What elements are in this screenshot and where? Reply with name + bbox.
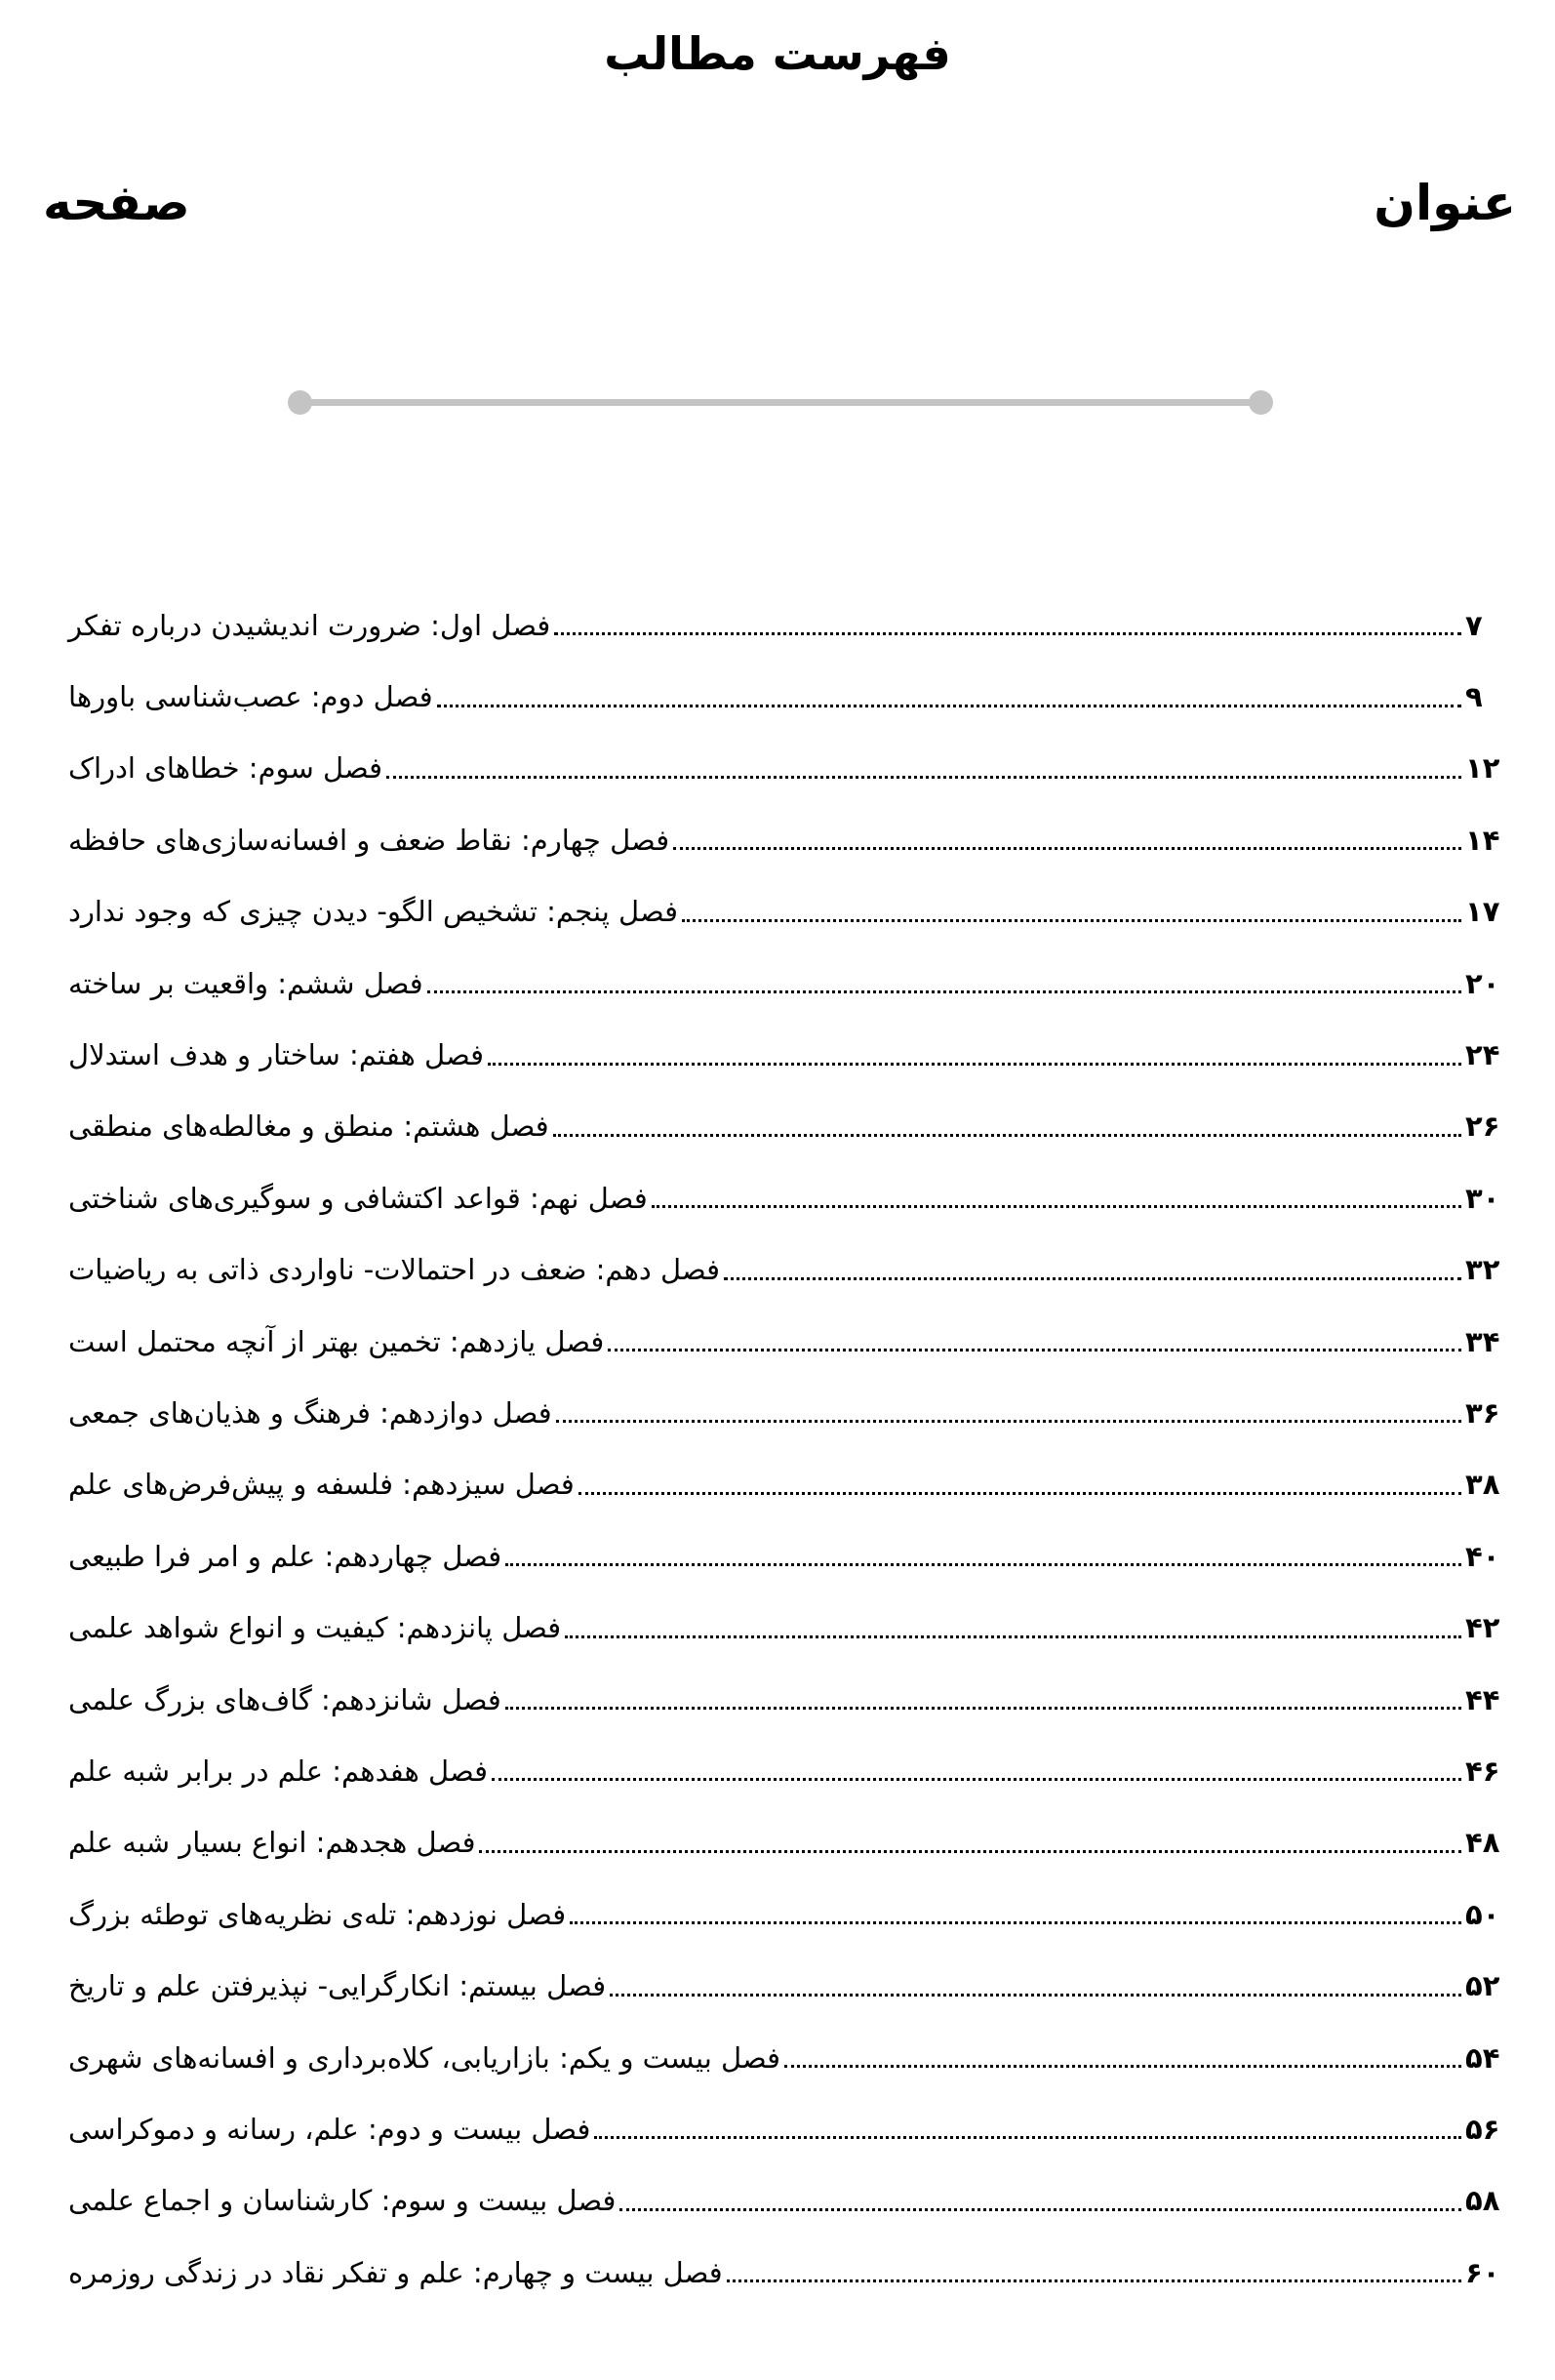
toc-entry-title: فصل یازدهم: تخمین بهتر از آنچه محتمل است <box>68 1324 605 1358</box>
toc-dot-leader <box>652 1205 1461 1208</box>
toc-dot-leader <box>427 990 1461 993</box>
toc-entry-title: فصل چهارم: نقاط ضعف و افسانه‌سازی‌های حافظه <box>68 823 670 857</box>
toc-dot-leader <box>724 1277 1461 1280</box>
toc-entry[interactable] <box>68 2237 1514 2308</box>
toc-dot-leader <box>386 776 1461 779</box>
toc-entry-title: فصل بیست و سوم: کارشناسان و اجماع علمی <box>68 2184 617 2218</box>
toc-entry[interactable] <box>68 733 1514 804</box>
toc-entry-page-number: ۱۴ <box>1465 823 1500 857</box>
toc-entry[interactable] <box>68 1592 1514 1663</box>
toc-dot-leader <box>488 1063 1461 1066</box>
toc-entry-title: فصل هفتم: ساختار و هدف استدلال <box>68 1038 485 1072</box>
toc-entry[interactable] <box>68 1019 1514 1090</box>
toc-dot-leader <box>608 1349 1461 1351</box>
toc-entry-title: فصل بیست و دوم: علم، رسانه و دموکراسی <box>68 2112 591 2146</box>
toc-entry-title: فصل پنجم: تشخیص الگو- دیدن چیزی که وجود ندارد <box>68 895 678 929</box>
toc-entry-page-number: ۳۶ <box>1465 1395 1500 1430</box>
toc-entry[interactable] <box>68 1664 1514 1735</box>
toc-entry-title: فصل دهم: ضعف در احتمالات- ناواردی ذاتی به ریاضیات <box>68 1253 721 1287</box>
toc-entry-page-number: ۴۲ <box>1465 1611 1500 1645</box>
toc-entry-page-number: ۴۶ <box>1465 1754 1500 1788</box>
toc-entry-title: فصل هجدهم: انواع بسیار شبه علم <box>68 1826 476 1860</box>
toc-entry-page-number: ۲۶ <box>1465 1109 1500 1144</box>
decorative-divider <box>288 390 1273 414</box>
toc-entry-page-number: ۲۰ <box>1465 966 1500 1000</box>
divider-left-knob <box>288 390 312 415</box>
toc-dot-leader <box>784 2065 1461 2068</box>
toc-dot-leader <box>492 1778 1461 1781</box>
toc-entry[interactable] <box>68 1091 1514 1162</box>
toc-entry[interactable] <box>68 1735 1514 1806</box>
toc-entry-page-number: ۴۴ <box>1465 1682 1500 1716</box>
toc-dot-leader <box>553 1134 1461 1137</box>
toc-entry-page-number: ۲۴ <box>1465 1038 1500 1072</box>
page-title: فهرست مطالب <box>604 27 951 80</box>
toc-entry-title: فصل پانزدهم: کیفیت و انواع شواهد علمی <box>68 1611 562 1645</box>
toc-entry[interactable] <box>68 948 1514 1019</box>
toc-dot-leader <box>565 1635 1461 1638</box>
toc-dot-leader <box>673 847 1461 850</box>
toc-entry-page-number: ۳۲ <box>1465 1253 1500 1287</box>
divider-bar <box>299 399 1261 406</box>
toc-entry-page-number: ۷ <box>1465 608 1483 642</box>
toc-entry-title: فصل نوزدهم: تله‌ی نظریه‌های توطئه بزرگ <box>68 1897 567 1931</box>
toc-entry-title: فصل سیزدهم: فلسفه و پیش‌فرض‌های علم <box>68 1468 575 1502</box>
toc-entry[interactable] <box>68 2093 1514 2164</box>
toc-dot-leader <box>594 2136 1461 2139</box>
toc-entry-title: فصل دوم: عصب‌شناسی باورها <box>68 680 433 714</box>
toc-entry[interactable] <box>68 876 1514 948</box>
toc-entry-title: فصل شانزدهم: گاف‌های بزرگ علمی <box>68 1682 501 1716</box>
toc-dot-leader <box>554 632 1461 635</box>
toc-entry[interactable] <box>68 1377 1514 1448</box>
toc-entry-page-number: ۵۶ <box>1465 2112 1500 2146</box>
toc-entry[interactable] <box>68 1878 1514 1950</box>
toc-entry-title: فصل سوم: خطاهای ادراک <box>68 751 383 786</box>
toc-entry-page-number: ۴۰ <box>1465 1539 1500 1573</box>
toc-entry-page-number: ۵۸ <box>1465 2184 1500 2218</box>
title-column-header: عنوان <box>1374 175 1516 231</box>
toc-dot-leader <box>437 705 1461 707</box>
toc-dot-leader <box>556 1420 1461 1423</box>
toc-entry[interactable] <box>68 661 1514 732</box>
toc-entry[interactable] <box>68 589 1514 661</box>
toc-dot-leader <box>619 2208 1461 2211</box>
toc-entry-page-number: ۳۰ <box>1465 1181 1500 1215</box>
toc-entry-title: فصل دوازدهم: فرهنگ و هذیان‌های جمعی <box>68 1395 552 1430</box>
toc-entry-page-number: ۵۲ <box>1465 1969 1500 2003</box>
toc-entry[interactable] <box>68 1162 1514 1233</box>
toc-dot-leader <box>682 919 1461 922</box>
divider-right-knob <box>1249 390 1273 415</box>
toc-dot-leader <box>479 1850 1461 1853</box>
toc-entry-page-number: ۶۰ <box>1465 2255 1500 2289</box>
toc-entry-title: فصل بیستم: انکارگرایی- نپذیرفتن علم و تاریخ <box>68 1969 607 2003</box>
toc-entry-page-number: ۱۲ <box>1465 751 1500 786</box>
toc-entry[interactable] <box>68 1449 1514 1520</box>
toc-entry-title: فصل نهم: قواعد اکتشافی و سوگیری‌های شناختی <box>68 1181 648 1215</box>
toc-entry-title: فصل چهاردهم: علم و امر فرا طبیعی <box>68 1539 502 1573</box>
toc-entry-title: فصل هفدهم: علم در برابر شبه علم <box>68 1754 488 1788</box>
toc-entry[interactable] <box>68 2165 1514 2237</box>
toc-entry-page-number: ۴۸ <box>1465 1826 1500 1860</box>
toc-entry-title: فصل هشتم: منطق و مغالطه‌های منطقی <box>68 1109 549 1144</box>
toc-entry-page-number: ۹ <box>1465 680 1483 714</box>
toc-dot-leader <box>570 1921 1461 1924</box>
toc-entry[interactable] <box>68 1950 1514 2021</box>
toc-dot-leader <box>610 1994 1461 1997</box>
toc-entry[interactable] <box>68 1234 1514 1306</box>
toc-dot-leader <box>727 2279 1461 2282</box>
toc-entry-page-number: ۳۴ <box>1465 1324 1500 1358</box>
toc-entry-title: فصل اول: ضرورت اندیشیدن درباره تفکر <box>68 608 551 642</box>
toc-entry-page-number: ۵۰ <box>1465 1897 1500 1931</box>
toc-entry-page-number: ۳۸ <box>1465 1468 1500 1502</box>
toc-entry-page-number: ۵۴ <box>1465 2040 1500 2075</box>
toc-dot-leader <box>505 1707 1461 1710</box>
toc-entry[interactable] <box>68 1520 1514 1592</box>
toc-dot-leader <box>505 1563 1461 1566</box>
toc-entry[interactable] <box>68 804 1514 875</box>
toc-entry-title: فصل ششم: واقعیت بر ساخته <box>68 966 423 1000</box>
page-column-header: صفحه <box>43 175 190 231</box>
toc-entry[interactable] <box>68 1306 1514 1377</box>
toc-entry-title: فصل بیست و چهارم: علم و تفکر نقاد در زندگی روزمره <box>68 2255 723 2289</box>
toc-entry[interactable] <box>68 1807 1514 1878</box>
toc-dot-leader <box>578 1492 1461 1495</box>
toc-entry[interactable] <box>68 2022 1514 2093</box>
toc-entry-title: فصل بیست و یکم: بازاریابی، کلاه‌برداری و افسانه‌های شهری <box>68 2040 781 2075</box>
table-of-contents <box>68 589 1514 2308</box>
toc-entry-page-number: ۱۷ <box>1465 895 1500 929</box>
